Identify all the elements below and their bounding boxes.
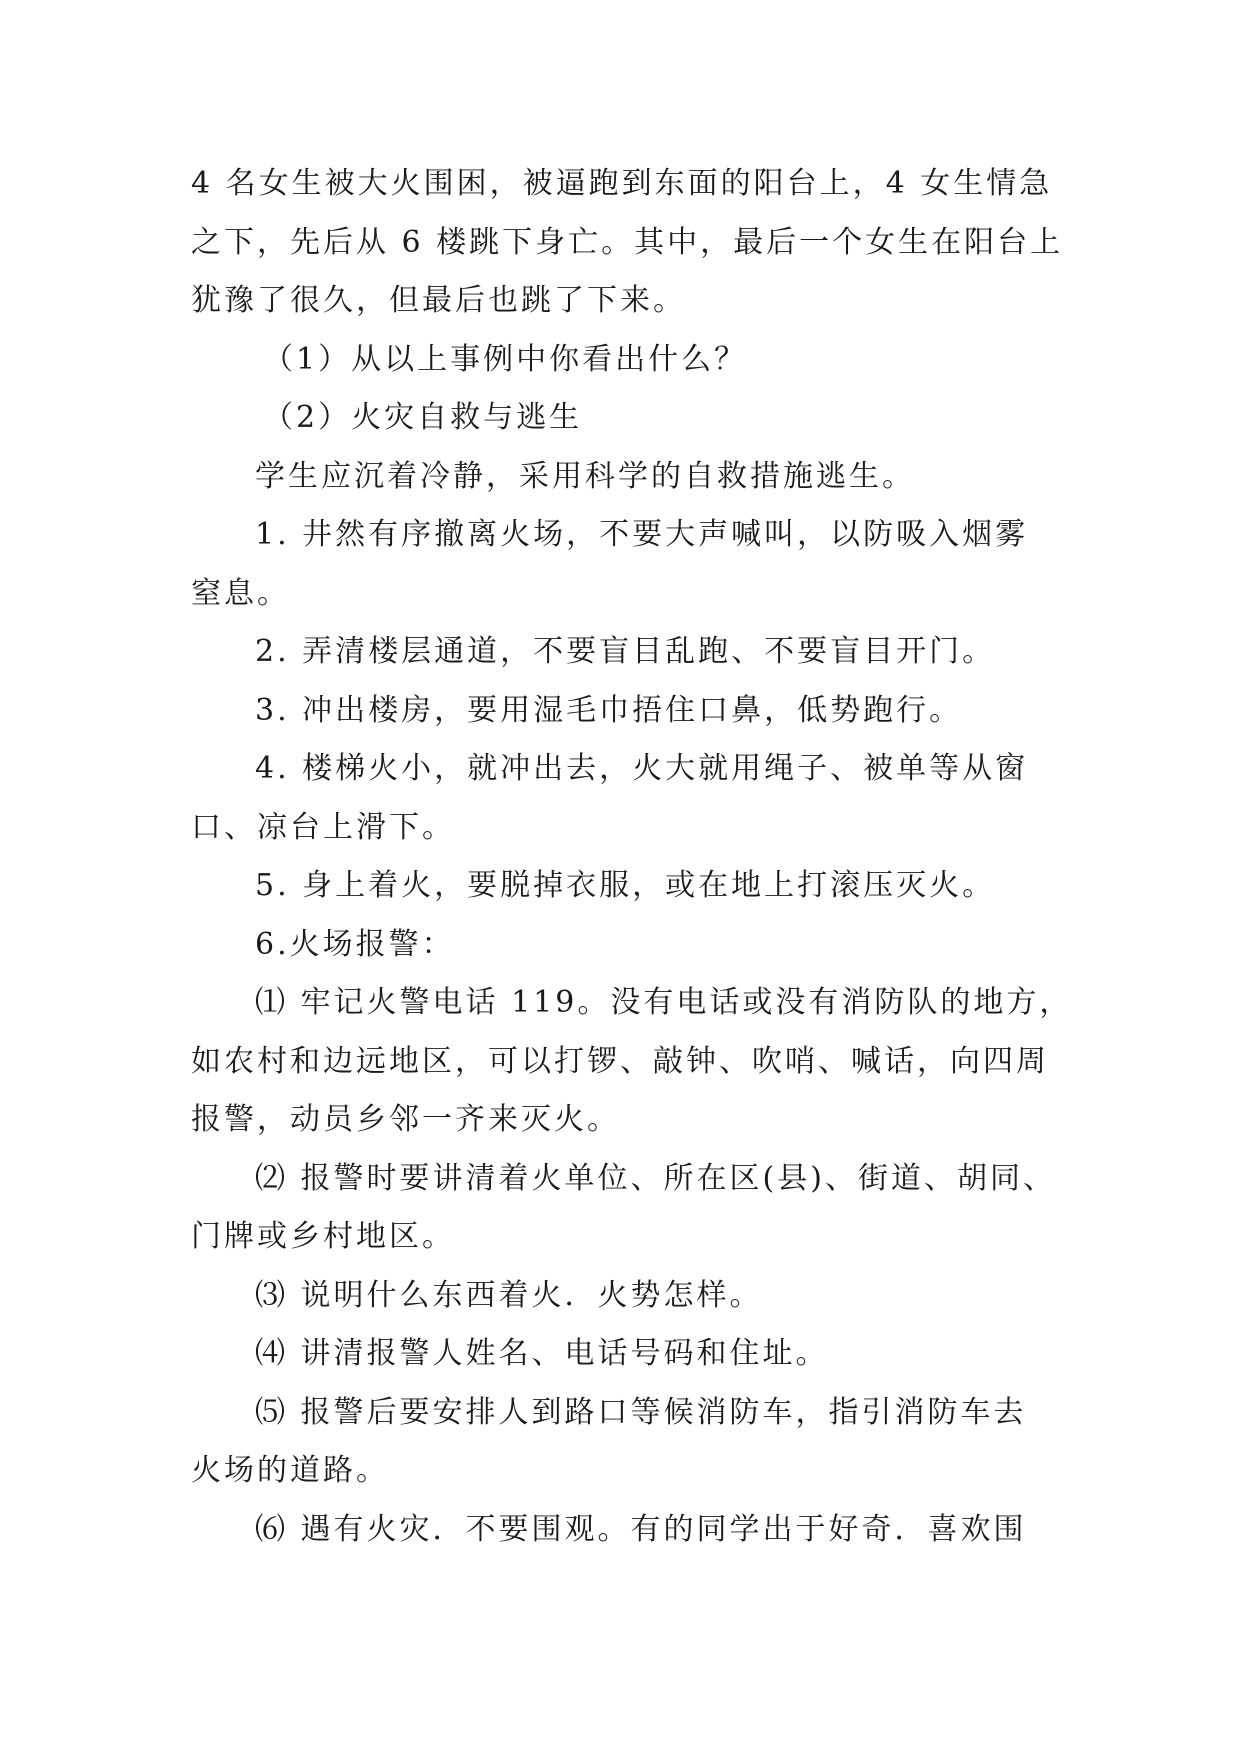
text-line: 犹豫了很久，但最后也跳了下来。 [191, 283, 686, 318]
sub-list-item: ⑶ 说明什么东西着火．火势怎样。 [255, 1277, 763, 1313]
list-item-continuation: 窒息。 [191, 575, 290, 611]
document-body [191, 155, 1073, 1559]
sub-list-item: ⑹ 遇有火灾．不要围观。有的同学出于好奇．喜欢围 [255, 1511, 1027, 1547]
sub-list-item-continuation: 火场的道路。 [191, 1453, 389, 1488]
sub-list-item: ⑷ 讲清报警人姓名、电话号码和住址。 [255, 1336, 829, 1371]
list-item: 5. 身上着火，要脱掉衣服，或在地上打滚压灭火。 [255, 868, 996, 903]
sub-list-item-continuation: 如农村和边远地区，可以打锣、敲钟、吹哨、喊话，向四周 [191, 1043, 1049, 1079]
sub-list-item-continuation: 报警，动员乡邻一齐来灭火。 [191, 1102, 620, 1137]
question-line: （1）从以上事例中你看出什么？ [263, 341, 748, 377]
sub-list-item: ⑵ 报警时要讲清着火单位、所在区(县)、街道、胡同、 [255, 1160, 1056, 1196]
sub-list-item: ⑴ 牢记火警电话 119。没有电话或没有消防队的地方， [255, 985, 1073, 1020]
text-line: 4 名女生被大火围困，被逼跑到东面的阳台上，4 女生情急 [191, 166, 1053, 201]
list-item: 3. 冲出楼房，要用湿毛巾捂住口鼻，低势跑行。 [255, 692, 963, 728]
text-line: 学生应沉着冷静，采用科学的自救措施逃生。 [255, 458, 915, 494]
list-item-continuation: 口、凉台上滑下。 [191, 809, 455, 845]
section-heading: （2）火灾自救与逃生 [263, 400, 583, 435]
list-item: 6.火场报警： [255, 926, 455, 962]
text-line: 之下，先后从 6 楼跳下身亡。其中，最后一个女生在阳台上 [191, 224, 1064, 260]
sub-list-item: ⑸ 报警后要安排人到路口等候消防车，指引消防车去 [255, 1394, 1027, 1430]
list-item: 2. 弄清楼层通道，不要盲目乱跑、不要盲目开门。 [255, 634, 996, 669]
list-item: 4. 楼梯火小，就冲出去，火大就用绳子、被单等从窗 [255, 751, 1029, 786]
list-item: 1. 井然有序撤离火场，不要大声喊叫，以防吸入烟雾 [255, 517, 1029, 552]
sub-list-item-continuation: 门牌或乡村地区。 [191, 1219, 455, 1254]
